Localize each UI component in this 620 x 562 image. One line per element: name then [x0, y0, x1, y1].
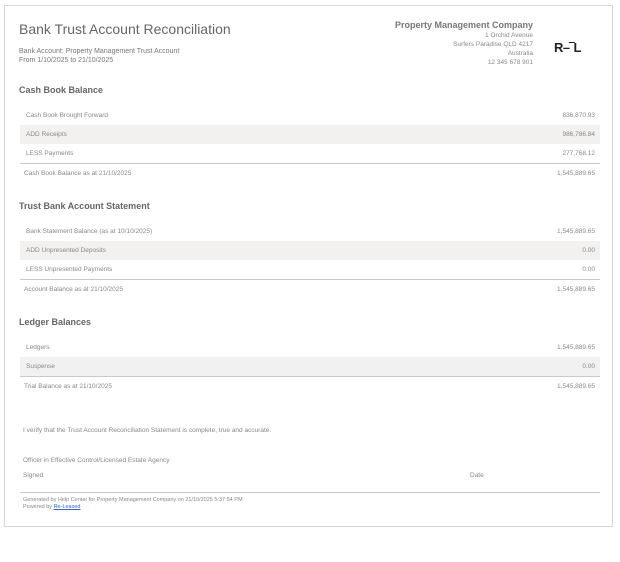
re-leased-link[interactable]: Re-Leased	[53, 504, 81, 510]
company-name: Property Management Company	[394, 20, 533, 30]
table-row: Bank Statement Balance (as at 10/10/2025) 1,545,889.65	[26, 228, 595, 235]
table-row: Suspense 0.00	[20, 357, 600, 376]
total-row: Cash Book Balance as at 21/10/2025 1,545,889.65	[20, 163, 600, 182]
company-logo: R–‾L	[554, 40, 581, 55]
report-page	[4, 5, 613, 527]
table-row: ADD Receipts 986,786.84	[20, 125, 600, 144]
address-line: Australia	[507, 50, 533, 57]
company-number: 12 345 678 901	[487, 59, 533, 66]
address-line: Surfers Paradise QLD 4217	[453, 41, 533, 48]
table-row: LESS Payments 277,768.12	[26, 150, 595, 157]
table-row: LESS Unpresented Payments 0.00	[26, 266, 595, 273]
table-row: ADD Unpresented Deposits 0.00	[20, 241, 600, 260]
section-heading-bank-statement: Trust Bank Account Statement	[19, 201, 150, 211]
section-heading-ledger: Ledger Balances	[19, 317, 92, 327]
generated-note: Generated by Help Center for Property Management Company on 21/10/2025 5:37:54 PM	[23, 497, 243, 503]
report-title: Bank Trust Account Reconciliation	[19, 21, 231, 37]
signed-label: Signed	[23, 472, 44, 479]
table-row: Ledgers 1,545,889.65	[26, 344, 595, 351]
period-label: From 1/10/2025 to 21/10/2025	[19, 57, 114, 64]
powered-by: Powered by Re-Leased	[23, 504, 81, 510]
address-line: 1 Orchid Avenue	[485, 32, 533, 39]
company-block	[395, 19, 533, 67]
table-row: Cash Book Brought Forward 836,870.93	[26, 112, 595, 119]
verification-statement: I verify that the Trust Account Reconciliation Statement is complete, true and accurate.	[23, 427, 272, 434]
bank-account-label: Bank Account: Property Management Trust Account	[19, 48, 180, 55]
total-row: Account Balance as at 21/10/2025 1,545,889.65	[20, 279, 600, 298]
date-label: Date	[470, 472, 484, 479]
section-heading-cash-book: Cash Book Balance	[19, 85, 104, 95]
total-row: Trial Balance as at 21/10/2025 1,545,889.65	[20, 376, 600, 395]
signature-line	[20, 492, 600, 493]
officer-label: Officer in Effective Control/Licensed Estate Agency	[23, 457, 170, 464]
